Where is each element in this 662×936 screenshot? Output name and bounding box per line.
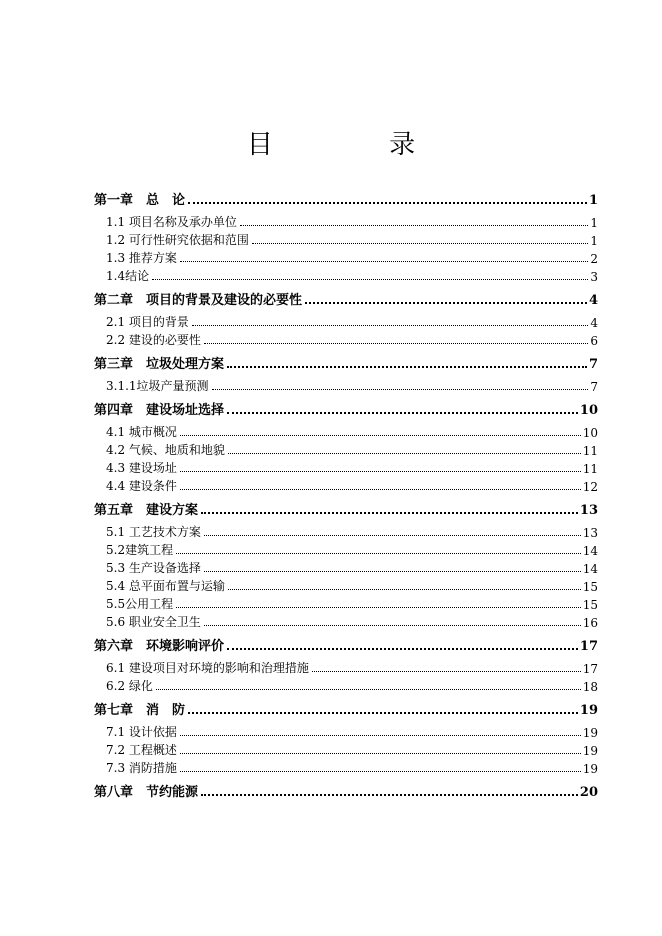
toc-section-entry[interactable] <box>94 758 598 776</box>
toc-entry-label: 2.1 项目的背景 <box>106 315 189 329</box>
dot-leader <box>188 201 587 204</box>
toc-page-number: 1 <box>590 234 598 248</box>
dot-leader <box>212 388 589 390</box>
toc-entry-label: 第三章 垃圾处理方案 <box>94 357 225 372</box>
toc-page-number: 7 <box>590 380 598 394</box>
dot-leader <box>192 324 588 326</box>
dot-leader <box>204 624 581 626</box>
toc-entry-label: 第一章 总 论 <box>94 193 186 208</box>
toc-entry-label: 第六章 环境影响评价 <box>94 639 225 654</box>
toc-entry-label: 4.1 城市概况 <box>106 425 177 439</box>
table-of-contents <box>94 190 598 800</box>
toc-section-entry[interactable] <box>94 458 598 476</box>
dot-leader <box>305 301 587 304</box>
dot-leader <box>180 752 581 754</box>
toc-section-entry[interactable] <box>94 440 598 458</box>
dot-leader <box>240 224 588 226</box>
toc-page-number: 17 <box>582 662 598 676</box>
toc-section-entry[interactable] <box>94 676 598 694</box>
toc-entry-label: 5.3 生产设备选择 <box>106 561 201 575</box>
toc-page-number: 6 <box>590 334 598 348</box>
toc-section-entry[interactable] <box>94 248 598 266</box>
toc-entry-label: 5.1 工艺技术方案 <box>106 525 201 539</box>
toc-page-number: 10 <box>579 403 598 418</box>
toc-chapter-entry[interactable] <box>94 782 598 800</box>
toc-section-entry[interactable] <box>94 312 598 330</box>
dot-leader <box>204 534 581 536</box>
dot-leader <box>176 552 581 554</box>
toc-page-number: 18 <box>582 680 598 694</box>
toc-entry-label: 4.3 建设场址 <box>106 461 177 475</box>
toc-entry-label: 1.4结论 <box>106 269 150 283</box>
dot-leader <box>227 647 578 650</box>
toc-chapter-entry[interactable] <box>94 700 598 718</box>
dot-leader <box>252 242 588 244</box>
toc-section-entry[interactable] <box>94 658 598 676</box>
toc-section-entry[interactable] <box>94 722 598 740</box>
toc-page-number: 4 <box>588 293 598 308</box>
toc-section-entry[interactable] <box>94 376 598 394</box>
dot-leader <box>180 434 581 436</box>
toc-page-number: 2 <box>590 252 598 266</box>
toc-section-entry[interactable] <box>94 330 598 348</box>
toc-entry-label: 第八章 节约能源 <box>94 785 199 800</box>
toc-entry-label: 第七章 消 防 <box>94 703 186 718</box>
dot-leader <box>312 670 581 672</box>
toc-page-number: 12 <box>582 480 598 494</box>
toc-entry-label: 5.4 总平面布置与运输 <box>106 579 225 593</box>
toc-entry-label: 1.3 推荐方案 <box>106 251 177 265</box>
toc-section-entry[interactable] <box>94 558 598 576</box>
toc-entry-label: 3.1.1垃圾产量预测 <box>106 379 209 393</box>
toc-page-number: 17 <box>579 639 598 654</box>
toc-page-number: 1 <box>590 216 598 230</box>
toc-chapter-entry[interactable] <box>94 354 598 372</box>
toc-page-number: 11 <box>582 462 598 476</box>
dot-leader <box>156 688 581 690</box>
toc-entry-label: 7.1 设计依据 <box>106 725 177 739</box>
toc-section-entry[interactable] <box>94 476 598 494</box>
toc-entry-label: 7.2 工程概述 <box>106 743 177 757</box>
dot-leader <box>180 488 581 490</box>
dot-leader <box>201 511 578 514</box>
toc-page-number: 14 <box>582 562 598 576</box>
toc-entry-label: 第二章 项目的背景及建设的必要性 <box>94 293 303 308</box>
toc-page-number: 19 <box>582 726 598 740</box>
dot-leader <box>180 470 581 472</box>
toc-section-entry[interactable] <box>94 612 598 630</box>
page-title: 目 录 <box>246 130 470 160</box>
toc-section-entry[interactable] <box>94 230 598 248</box>
dot-leader <box>228 588 581 590</box>
toc-entry-label: 5.2建筑工程 <box>106 543 174 557</box>
toc-section-entry[interactable] <box>94 266 598 284</box>
toc-page-number: 14 <box>582 544 598 558</box>
toc-entry-label: 1.2 可行性研究依据和范围 <box>106 233 249 247</box>
dot-leader <box>204 570 581 572</box>
toc-page-number: 15 <box>582 580 598 594</box>
toc-page-number: 19 <box>582 762 598 776</box>
toc-section-entry[interactable] <box>94 522 598 540</box>
toc-section-entry[interactable] <box>94 540 598 558</box>
dot-leader <box>180 734 581 736</box>
toc-page-number: 7 <box>588 357 598 372</box>
dot-leader <box>228 452 581 454</box>
toc-page-number: 13 <box>582 526 598 540</box>
toc-section-entry[interactable] <box>94 594 598 612</box>
dot-leader <box>227 365 587 368</box>
toc-page-number: 4 <box>590 316 598 330</box>
toc-entry-label: 7.3 消防措施 <box>106 761 177 775</box>
dot-leader <box>180 770 581 772</box>
toc-page-number: 11 <box>582 444 598 458</box>
toc-entry-label: 4.2 气候、地质和地貌 <box>106 443 225 457</box>
toc-section-entry[interactable] <box>94 576 598 594</box>
toc-entry-label: 4.4 建设条件 <box>106 479 177 493</box>
toc-chapter-entry[interactable] <box>94 400 598 418</box>
toc-page-number: 15 <box>582 598 598 612</box>
dot-leader <box>176 606 581 608</box>
toc-section-entry[interactable] <box>94 212 598 230</box>
toc-entry-label: 2.2 建设的必要性 <box>106 333 201 347</box>
toc-section-entry[interactable] <box>94 740 598 758</box>
toc-chapter-entry[interactable] <box>94 290 598 308</box>
toc-chapter-entry[interactable] <box>94 190 598 208</box>
toc-page-number: 10 <box>582 426 598 440</box>
toc-page-number: 20 <box>579 785 598 800</box>
toc-entry-label: 第四章 建设场址选择 <box>94 403 225 418</box>
toc-page-number: 19 <box>582 744 598 758</box>
dot-leader <box>204 342 588 344</box>
toc-page-number: 19 <box>579 703 598 718</box>
toc-page-number: 1 <box>588 193 598 208</box>
toc-entry-label: 1.1 项目名称及承办单位 <box>106 215 237 229</box>
toc-entry-label: 5.6 职业安全卫生 <box>106 615 201 629</box>
toc-chapter-entry[interactable] <box>94 636 598 654</box>
dot-leader <box>201 793 578 796</box>
dot-leader <box>180 260 588 262</box>
dot-leader <box>152 278 588 280</box>
toc-entry-label: 6.1 建设项目对环境的影响和治理措施 <box>106 661 309 675</box>
dot-leader <box>227 411 578 414</box>
toc-chapter-entry[interactable] <box>94 500 598 518</box>
dot-leader <box>188 711 578 714</box>
toc-entry-label: 第五章 建设方案 <box>94 503 199 518</box>
toc-entry-label: 6.2 绿化 <box>106 679 153 693</box>
toc-section-entry[interactable] <box>94 422 598 440</box>
toc-entry-label: 5.5公用工程 <box>106 597 174 611</box>
toc-page-number: 3 <box>590 270 598 284</box>
toc-page-number: 13 <box>579 503 598 518</box>
toc-page-number: 16 <box>582 616 598 630</box>
